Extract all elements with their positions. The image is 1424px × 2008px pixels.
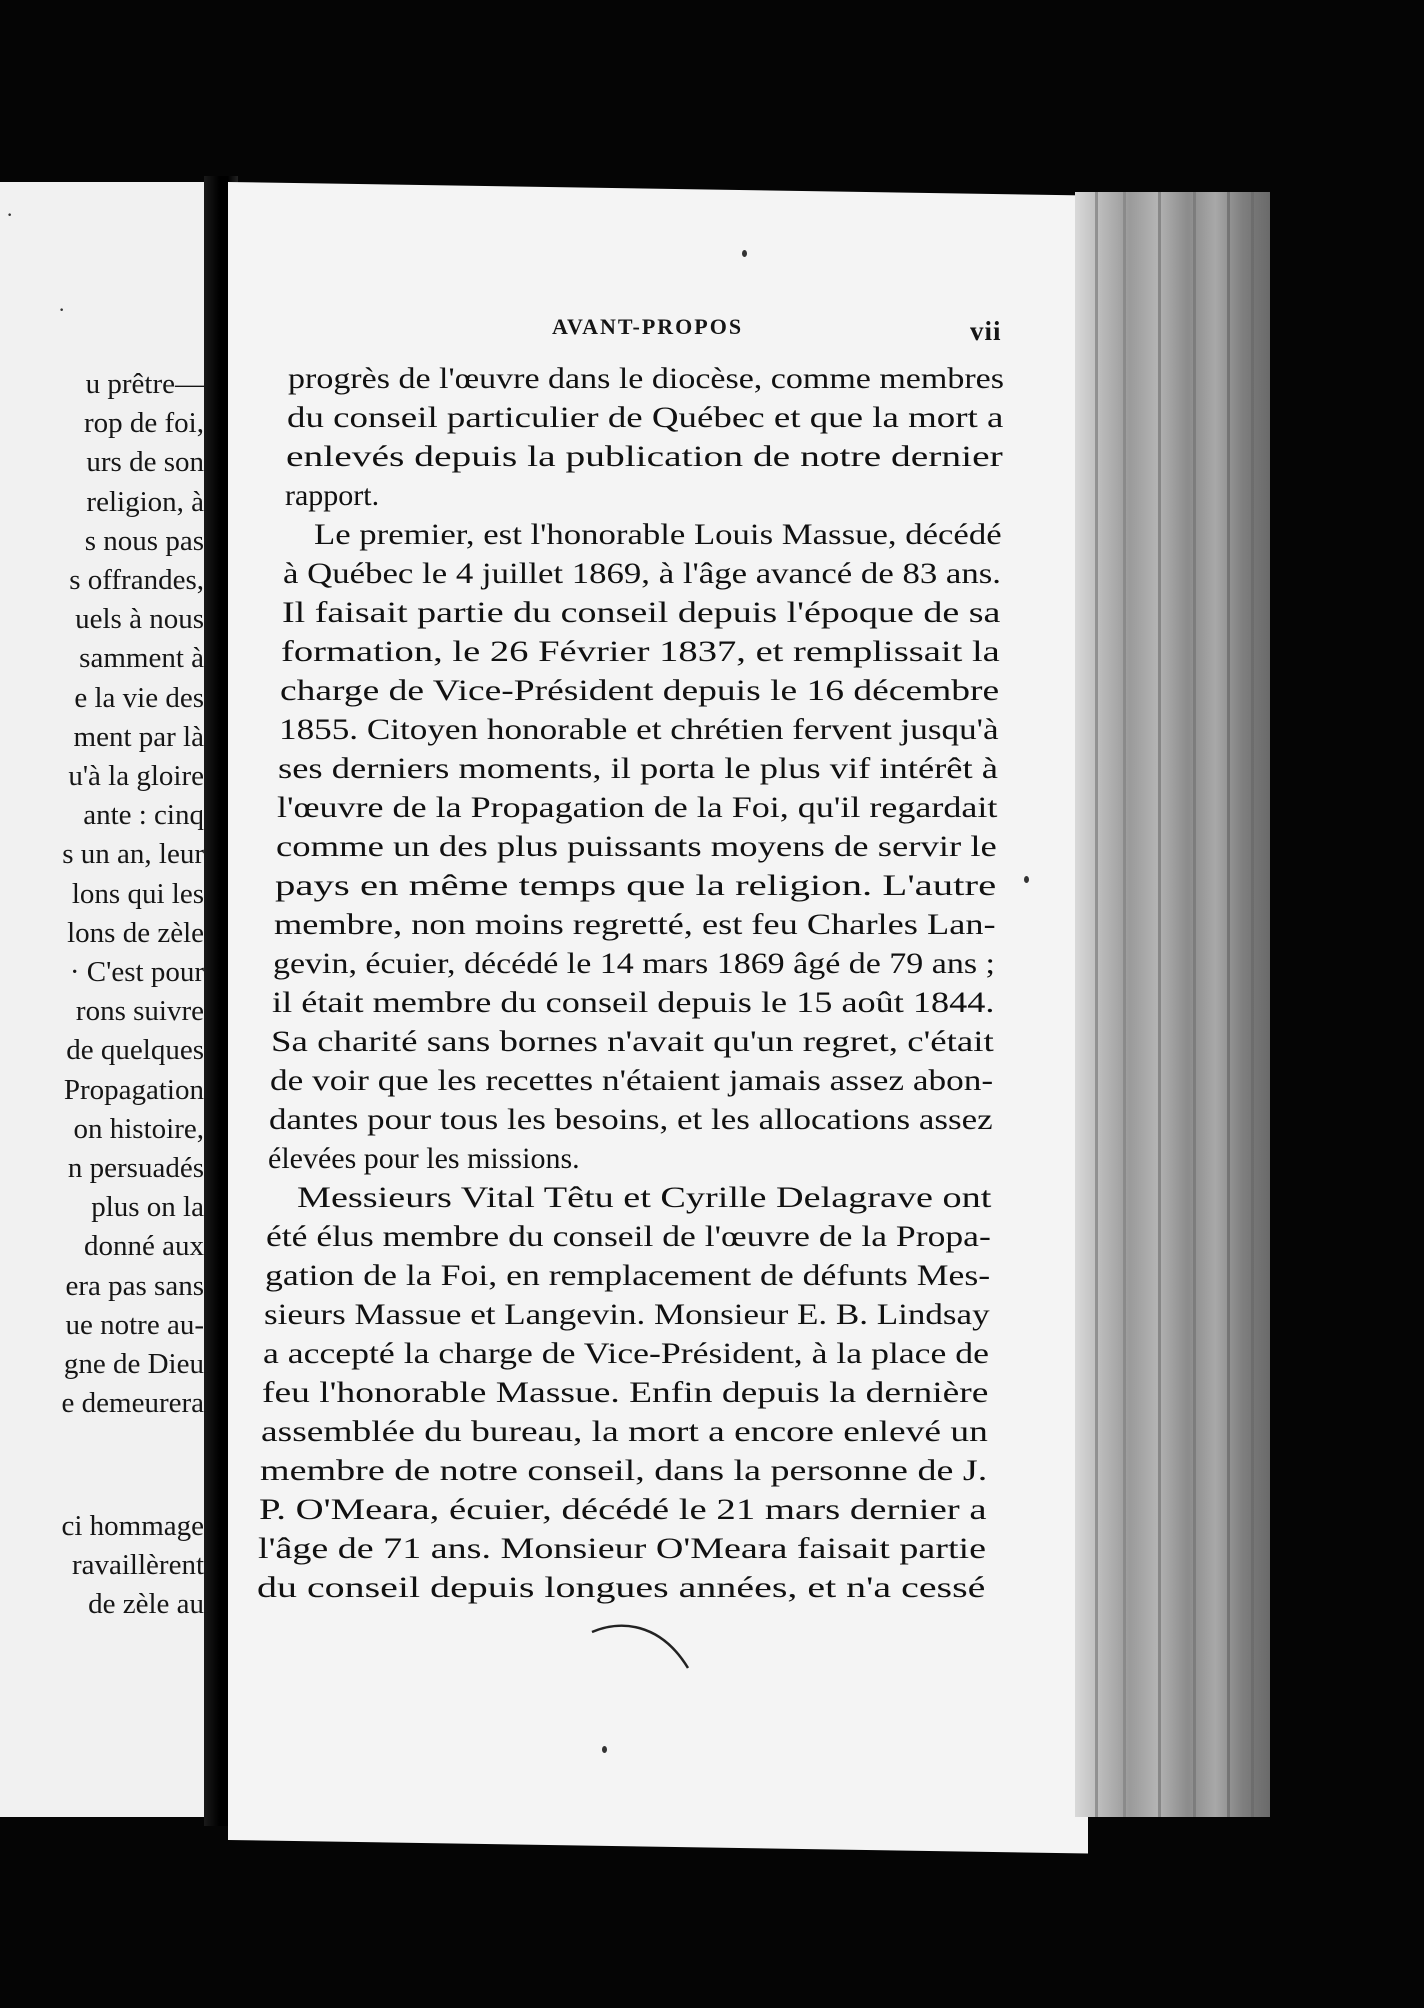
right-page-line: pays en même temps que la religion. L'autre	[275, 869, 997, 902]
page-edges	[1075, 192, 1270, 1817]
right-page-line: formation, le 26 Février 1837, et remplissait la	[281, 635, 1000, 668]
right-page-line: 1855. Citoyen honorable et chrétien fervent jusqu'à	[279, 713, 999, 746]
right-page-line: gevin, écuier, décédé le 14 mars 1869 âgé de 79 ans ;	[273, 947, 995, 980]
right-page-line: ses derniers moments, il porta le plus vif intérêt à	[278, 752, 999, 785]
left-page-line: plus on la	[91, 1191, 204, 1224]
left-page-line: religion, à	[86, 485, 204, 518]
left-page-line: ci hommage	[61, 1510, 204, 1542]
right-page-line: l'âge de 71 ans. Monsieur O'Meara faisait partie	[258, 1532, 987, 1565]
left-page-line: s un an, leur	[62, 838, 204, 871]
left-page-line: de quelques	[66, 1034, 204, 1067]
right-page-line: P. O'Meara, écuier, décédé le 21 mars dernier a	[259, 1493, 987, 1526]
left-page-line: e demeurera	[61, 1387, 204, 1420]
left-page-line: e la vie des	[74, 681, 204, 714]
left-page	[0, 182, 218, 1817]
right-page-line: Sa charité sans bornes n'avait qu'un regret, c'était	[271, 1025, 994, 1058]
left-page-line: · C'est pour	[69, 956, 204, 988]
left-page-speck: ·	[58, 297, 66, 322]
right-page-line: charge de Vice-Président depuis le 16 décembre	[280, 674, 1000, 707]
left-page-line: rop de foi,	[84, 407, 204, 440]
right-page-line: comme un des plus puissants moyens de servir le	[276, 830, 997, 863]
right-page-line: de voir que les recettes n'étaient jamais assez abon-	[270, 1064, 994, 1097]
left-page-line: de zèle au	[88, 1588, 204, 1620]
left-page-line: Propagation	[63, 1073, 204, 1106]
right-page-line: gation de la Foi, en remplacement de défunts Mes-	[265, 1259, 991, 1292]
left-page-line: u prêtre—	[85, 368, 204, 400]
left-page-line: rons suivre	[75, 995, 204, 1028]
right-page-line: sieurs Massue et Langevin. Monsieur E. B. Lindsay	[264, 1298, 990, 1331]
right-page-line: assemblée du bureau, la mort a encore enlevé un	[261, 1415, 988, 1448]
right-page-line: progrès de l'œuvre dans le diocèse, comme membres	[288, 362, 1004, 395]
right-page-line: a accepté la charge de Vice-Président, à la place de	[263, 1337, 989, 1370]
right-page-line: Il faisait partie du conseil depuis l'époque de sa	[282, 596, 1001, 629]
page-number: vii	[970, 316, 1002, 346]
right-page-line: rapport.	[285, 479, 380, 512]
right-page-line: l'œuvre de la Propagation de la Foi, qu'il regardait	[277, 791, 998, 824]
ink-speck	[742, 250, 747, 257]
ink-speck	[602, 1746, 607, 1753]
left-page-line: samment à	[79, 642, 204, 675]
pen-stroke-mark	[590, 1618, 700, 1678]
running-head-title: AVANT-PROPOS	[552, 314, 744, 339]
left-page-line: s nous pas	[84, 524, 204, 557]
right-page-line: du conseil depuis longues années, et n'a cessé	[257, 1571, 986, 1604]
left-page-line: s offrandes,	[69, 564, 204, 596]
ink-speck	[1024, 876, 1029, 883]
left-page-line: lons de zèle	[67, 916, 204, 949]
right-page-line: il était membre du conseil depuis le 15 août 1844.	[272, 986, 995, 1019]
right-page-line: du conseil particulier de Québec et que la mort a	[287, 401, 1004, 434]
right-page-line: élevées pour les missions.	[268, 1142, 580, 1175]
right-page-line: été élus membre du conseil de l'œuvre de la Propa-	[266, 1220, 991, 1253]
right-page-line: Messieurs Vital Têtu et Cyrille Delagrave ont	[297, 1181, 992, 1214]
left-page-speck: ·	[6, 202, 14, 227]
left-page-line: on histoire,	[73, 1112, 204, 1145]
left-page-line: ue notre au-	[65, 1308, 204, 1341]
left-page-line: urs de son	[86, 446, 204, 479]
right-page-line: à Québec le 4 juillet 1869, à l'âge avancé de 83 ans.	[283, 557, 1001, 590]
left-page-line: ravaillèrent	[71, 1549, 204, 1581]
left-page-line: ment par là	[73, 720, 204, 753]
left-page-line: gne de Dieu	[63, 1348, 204, 1380]
right-page-line: feu l'honorable Massue. Enfin depuis la dernière	[262, 1376, 989, 1409]
right-page-line: membre, non moins regretté, est feu Charles Lan-	[274, 908, 996, 941]
right-page-line: membre de notre conseil, dans la personne de J.	[260, 1454, 988, 1487]
right-page-line: enlevés depuis la publication de notre dernier	[286, 440, 1003, 473]
left-page-line: era pas sans	[65, 1269, 204, 1302]
left-page-line: u'à la gloire	[68, 760, 204, 792]
right-page-line: Le premier, est l'honorable Louis Massue, décédé	[314, 518, 1002, 551]
left-page-line: ante : cinq	[83, 799, 204, 832]
left-page-line: lons qui les	[71, 877, 204, 910]
left-page-line: donné aux	[84, 1230, 204, 1263]
left-page-line: n persuadés	[67, 1152, 204, 1184]
right-page-line: dantes pour tous les besoins, et les allocations assez	[269, 1103, 993, 1136]
left-page-line: uels à nous	[75, 603, 204, 636]
